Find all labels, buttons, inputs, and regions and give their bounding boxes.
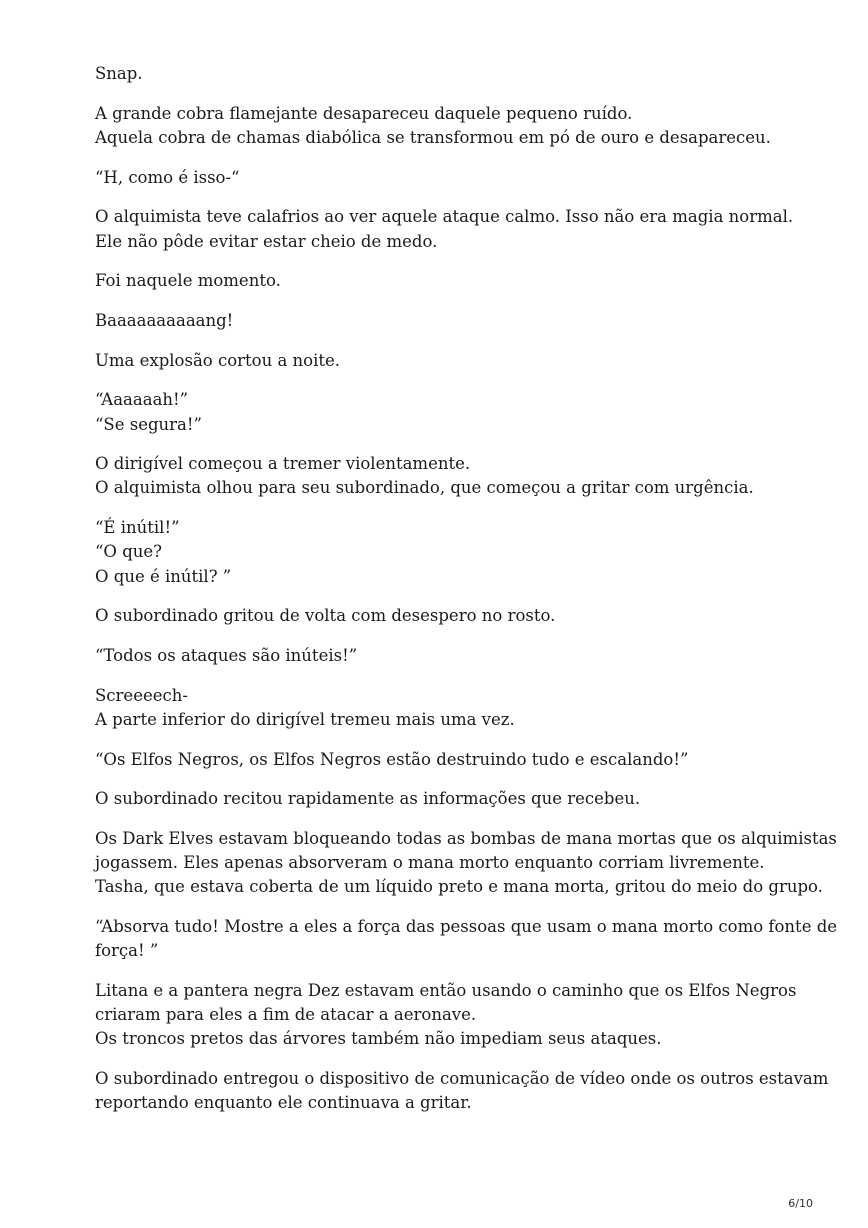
paragraph — [95, 979, 795, 1052]
text-line: “H, como é isso-“ — [95, 167, 240, 187]
paragraph — [95, 1067, 829, 1115]
text-line: O dirigível começou a tremer violentamente. — [95, 454, 471, 474]
text-line: “Aaaaaah!” — [95, 390, 189, 410]
paragraph — [95, 102, 795, 150]
text-line: O subordinado entregou o dispositivo de comunicação de vídeo onde os outros estavam — [95, 1069, 829, 1089]
text-line: jogassem. Eles apenas absorveram o mana morto enquanto corriam livremente. — [95, 853, 765, 873]
text-line: “Absorva tudo! Mostre a eles a força das pessoas que usam o mana morto como fonte de — [95, 917, 838, 937]
paragraph — [95, 205, 795, 253]
paragraph — [95, 62, 795, 86]
text-line: Ele não pôde evitar estar cheio de medo. — [95, 231, 438, 251]
text-line: Tasha, que estava coberta de um líquido preto e mana morta, gritou do meio do grupo. — [95, 877, 823, 897]
text-line: Foi naquele momento. — [95, 271, 281, 291]
text-line: Screeeech- — [95, 685, 188, 705]
text-line: Aquela cobra de chamas diabólica se transformou em pó de ouro e desapareceu. — [95, 127, 771, 147]
paragraph — [95, 915, 838, 963]
text-line: Snap. — [95, 64, 143, 83]
text-line: Baaaaaaaaaang! — [95, 310, 234, 330]
text-line: O subordinado gritou de volta com desespero no rosto. — [95, 606, 556, 626]
document-body — [95, 62, 838, 1131]
page-number: 6/10 — [788, 1197, 813, 1210]
paragraph — [95, 166, 795, 190]
text-line: Os Dark Elves estavam bloqueando todas as bombas de mana mortas que os alquimistas — [95, 828, 837, 848]
paragraph — [95, 269, 795, 293]
paragraph — [95, 309, 795, 333]
paragraph — [95, 452, 795, 500]
text-line: “Os Elfos Negros, os Elfos Negros estão destruindo tudo e escalando!” — [95, 749, 689, 769]
text-line: “O que? — [95, 542, 163, 562]
text-line: criaram para eles a fim de atacar a aeronave. — [95, 1005, 477, 1025]
paragraph — [95, 827, 837, 900]
paragraph — [95, 388, 795, 436]
text-line: “Se segura!” — [95, 414, 202, 434]
text-line: A parte inferior do dirigível tremeu mais uma vez. — [95, 709, 515, 729]
text-line: Litana e a pantera negra Dez estavam então usando o caminho que os Elfos Negros — [95, 980, 797, 1000]
text-line: “Todos os ataques são inúteis!” — [95, 645, 358, 665]
text-line: A grande cobra flamejante desapareceu daquele pequeno ruído. — [95, 103, 633, 123]
text-line: força! ” — [95, 941, 159, 961]
paragraph — [95, 349, 795, 373]
text-line: reportando enquanto ele continuava a gritar. — [95, 1093, 472, 1113]
paragraph — [95, 604, 795, 628]
text-line: O alquimista olhou para seu subordinado, que começou a gritar com urgência. — [95, 478, 754, 498]
paragraph — [95, 684, 795, 732]
paragraph — [95, 787, 795, 811]
paragraph — [95, 516, 795, 589]
text-line: O alquimista teve calafrios ao ver aquele ataque calmo. Isso não era magia normal. — [95, 207, 794, 227]
text-line: O subordinado recitou rapidamente as informações que recebeu. — [95, 789, 641, 809]
paragraph — [95, 644, 795, 668]
text-line: “É inútil!” — [95, 518, 180, 538]
text-line: Uma explosão cortou a noite. — [95, 350, 341, 370]
text-line: Os troncos pretos das árvores também não impediam seus ataques. — [95, 1029, 662, 1049]
paragraph — [95, 748, 795, 772]
text-line: O que é inútil? ” — [95, 566, 232, 586]
